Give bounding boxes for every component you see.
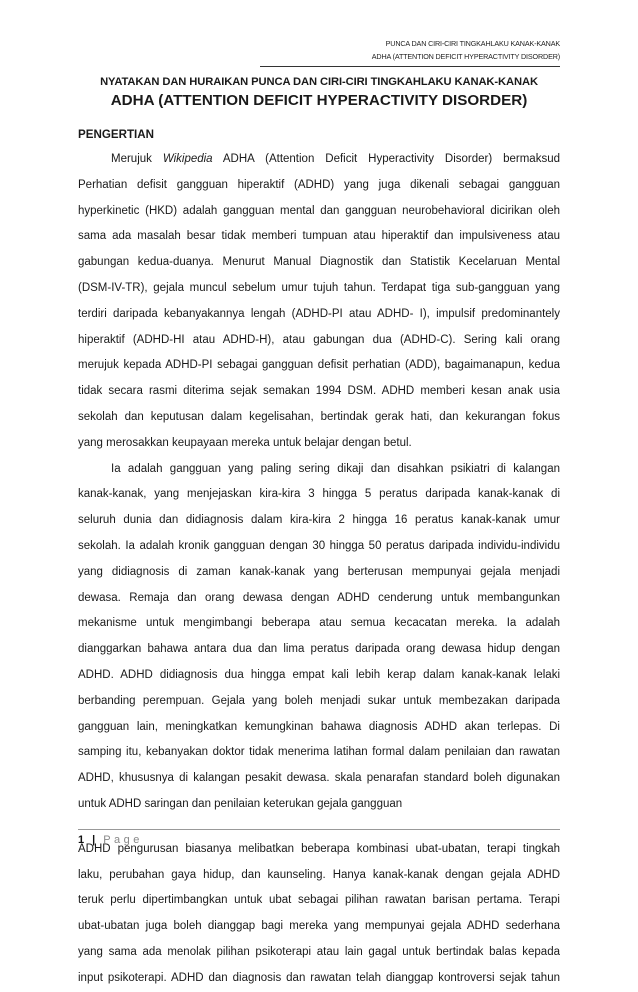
page-number: 1 — [78, 834, 85, 846]
section-heading: PENGERTIAN — [78, 128, 155, 141]
paragraph-line: ADHD, khususnya di kalangan pesakit dewasa. skala penarafan standard boleh digunakan — [78, 772, 560, 785]
text-run: ADHA (Attention Deficit Hyperactivity Disorder) bermaksud — [212, 153, 560, 165]
paragraph-line: merujuk kepada ADHD-PI sebagai gangguan defisit perhatian (ADD), bagaimanapun, kedua — [78, 359, 560, 372]
running-header-line-2: ADHA (ATTENTION DEFICIT HYPERACTIVITY DISORDER) — [371, 51, 560, 61]
paragraph-line: laku, perubahan gaya hidup, dan kaunseling. Hanya kanak-kanak dengan gejala ADHD — [78, 868, 560, 881]
paragraph-line: tidak secara rasmi diterima sejak semakan 1994 DSM. ADHD memberi kesan anak usia — [78, 385, 560, 398]
paragraph-line: Ia adalah gangguan yang paling sering dikaji dan disahkan psikiatri di kalangan — [111, 462, 560, 475]
paragraph-line: seluruh dunia dan didiagnosis dalam kira-kira 2 hingga 16 peratus kanak-kanak umur — [78, 514, 560, 527]
document-title-line-1: NYATAKAN DAN HURAIKAN PUNCA DAN CIRI-CIRI TINGKAHLAKU KANAK-KANAK — [100, 76, 538, 88]
paragraph-line: ADHD pengurusan biasanya melibatkan beberapa kombinasi ubat-ubatan, terapi tingkah — [78, 842, 560, 855]
paragraph-line: yang merosakkan keupayaan mereka untuk belajar dengan betul. — [78, 436, 412, 449]
document-body — [78, 147, 560, 992]
paragraph-line: yang didiagnosis di zaman kanak-kanak yang berterusan mempunyai gejala menjadi — [78, 565, 560, 578]
page-label: Page — [103, 834, 143, 846]
paragraph-line: terdiri daripada kebanyakannya lengah (ADHD-PI atau ADHD- I), impulsif predominantely — [78, 307, 560, 320]
paragraph-1 — [78, 147, 560, 457]
paragraph-line: sekolah. Ia adalah kronik gangguan dengan 30 hingga 50 peratus daripada individu-individu — [78, 539, 560, 552]
footer-separator: | — [92, 834, 96, 846]
paragraph-line: gabungan kedua-duanya. Menurut Manual Diagnostik dan Statistik Kecelaruan Mental — [78, 256, 560, 269]
paragraph-line: dianggarkan bahawa antara dua dan lima peratus daripada orang dewasa hidup dengan — [78, 643, 560, 656]
running-header-line-1: PUNCA DAN CIRI-CIRI TINGKAHLAKU KANAK-KANAK — [385, 39, 560, 48]
paragraph-line: ubat-ubatan juga boleh dianggap bagi mereka yang mempunyai gejala ADHD sederhana — [78, 920, 560, 933]
paragraph-line: hyperkinetic (HKD) adalah gangguan mental dan gangguan neurobehavioral dicirikan oleh — [78, 204, 560, 217]
text-run: Merujuk — [111, 153, 163, 165]
paragraph-line: yang sama ada menolak pilihan psikoterapi atau lain gagal untuk bertindak balas kepada — [78, 945, 560, 958]
paragraph-line: dewasa. Remaja dan orang dewasa dengan ADHD cenderung untuk membangunkan — [78, 591, 560, 604]
paragraph-line: (DSM-IV-TR), gejala muncul sebelum umur tujuh tahun. Terdapat tiga sub-gangguan yang — [78, 281, 560, 294]
paragraph-line: untuk ADHD saringan dan penilaian keterukan gejala gangguan — [78, 797, 403, 810]
header-rule — [260, 66, 560, 67]
paragraph-line: gangguan lain, meningkatkan kemungkinan bahawa diagnosis ADHD akan terlepas. Di — [78, 720, 560, 733]
paragraph-line — [78, 147, 560, 173]
paragraph-line: sekolah dan keputusan dalam kegelisahan, bertindak gerak hati, dan kekurangan fokus — [78, 410, 560, 423]
italic-term: Wikipedia — [162, 153, 213, 165]
paragraph-line: berbanding perempuan. Gejala yang boleh menjadi sukar untuk membezakan daripada — [78, 694, 560, 707]
paragraph-line: mekanisme untuk mengimbangi beberapa atau semua kecacatan mereka. Ia adalah — [78, 617, 560, 630]
document-title-line-2: ADHA (ATTENTION DEFICIT HYPERACTIVITY DISORDER) — [110, 92, 528, 109]
paragraph-line: kanak-kanak, yang menjejaskan kira-kira 3 hingga 5 peratus daripada kanak-kanak di — [78, 488, 560, 501]
running-header — [260, 38, 560, 63]
paragraph-line: Perhatian defisit gangguan hiperaktif (ADHD) yang juga dikenali sebagai gangguan — [78, 178, 560, 191]
paragraph-line: ADHD. ADHD didiagnosis dua hingga empat kali lebih kerap dalam kanak-kanak lelaki — [78, 668, 560, 681]
paragraph-line: teruk perlu dipertimbangkan untuk ubat sebagai pilihan rawatan barisan pertama. Terapi — [78, 894, 560, 907]
paragraph-2 — [78, 457, 560, 818]
paragraph-line: hiperaktif (ADHD-HI atau ADHD-H), atau gabungan dua (ADHD-C). Sering kali orang — [78, 333, 560, 346]
paragraph-line: sama ada masalah besar tidak memberi tumpuan atau hiperaktif dan impulsiveness atau — [78, 230, 560, 243]
footer-rule — [78, 829, 560, 830]
paragraph-line: samping itu, kebanyakan doktor tidak menerima latihan formal dalam penilaian dan rawatan — [78, 746, 560, 759]
paragraph-line: input psikoterapi. ADHD dan diagnosis dan rawatan telah dianggap kontroversi sejak tahun — [78, 971, 560, 984]
paragraph-3 — [78, 837, 560, 992]
page-footer — [78, 834, 143, 846]
